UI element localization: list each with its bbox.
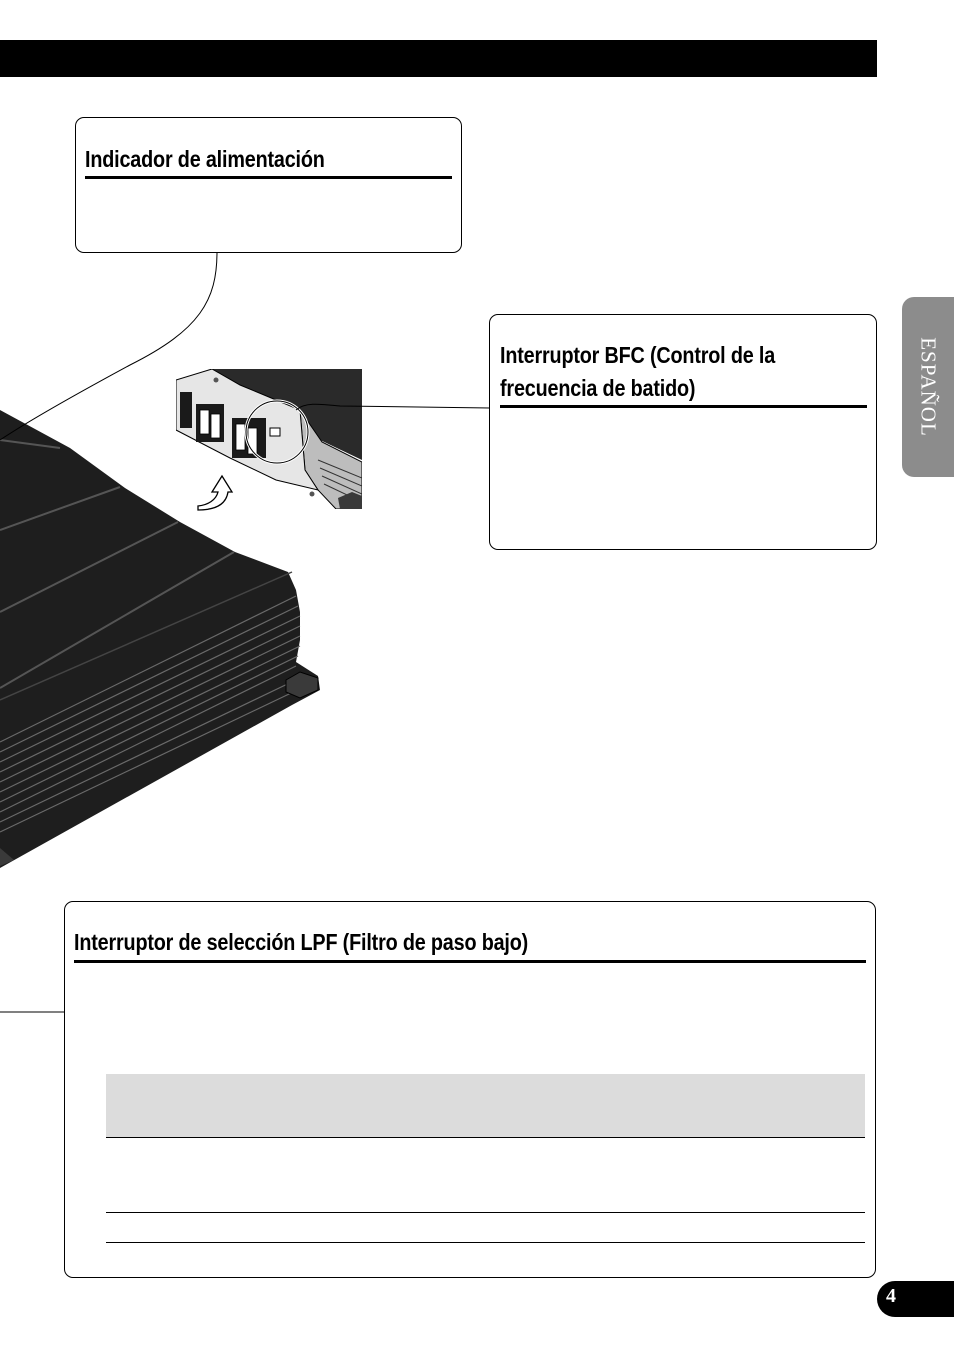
- title-rule: [85, 176, 452, 179]
- power-indicator-title: Indicador de alimentación: [85, 146, 325, 172]
- table-row-rule: [106, 1212, 865, 1213]
- language-tab: [902, 297, 954, 477]
- lpf-switch-title: Interruptor de selección LPF (Filtro de paso bajo): [74, 929, 529, 955]
- title-rule: [500, 405, 867, 408]
- table-header-row: [106, 1074, 865, 1137]
- bfc-switch-title-line2: frecuencia de batido): [500, 375, 696, 401]
- bfc-switch-title-line1: Interruptor BFC (Control de la: [500, 342, 776, 368]
- table-bottom-rule: [106, 1242, 865, 1243]
- page-number-badge: [877, 1281, 954, 1317]
- table-row-rule: [106, 1137, 865, 1138]
- power-indicator-callout: [75, 117, 462, 253]
- bfc-switch-callout: [489, 314, 877, 550]
- title-rule: [74, 960, 866, 963]
- language-tab-label: ESPAÑOL: [916, 337, 941, 437]
- page-number: 4: [886, 1285, 896, 1307]
